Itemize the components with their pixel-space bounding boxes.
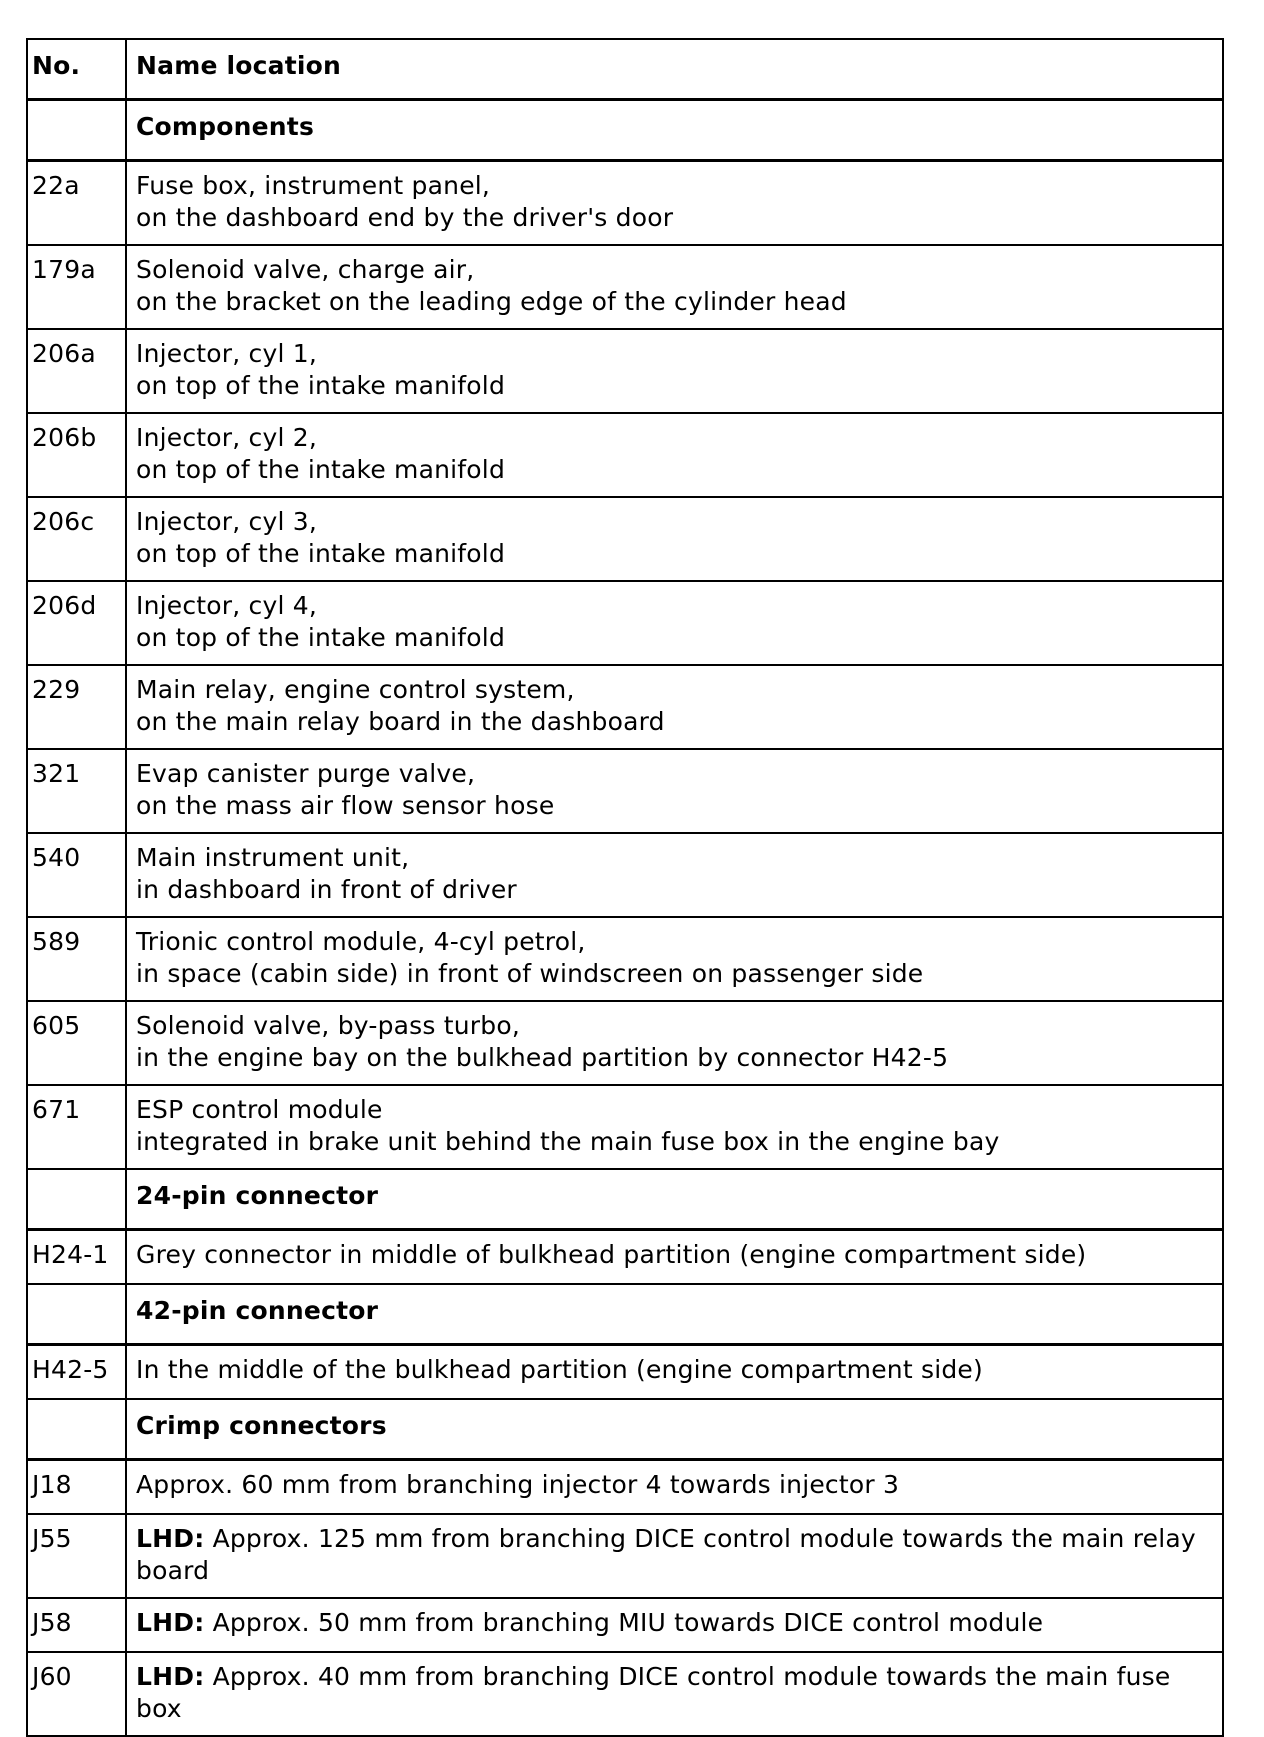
item-location [126, 1598, 1223, 1652]
item-location [126, 497, 1223, 581]
location-text: Approx. 125 mm from branching DICE control module towards the main relay board [136, 1524, 1196, 1585]
item-number: 206d [27, 581, 126, 665]
item-location [126, 413, 1223, 497]
table-row [27, 1514, 1223, 1598]
section-row [27, 1284, 1223, 1345]
item-name-line: Grey connector in middle of bulkhead partition (engine compartment side) [136, 1240, 1087, 1269]
item-number: 22a [27, 161, 126, 246]
item-location-line: in dashboard in front of driver [136, 875, 517, 904]
item-location [126, 1514, 1223, 1598]
item-number: 206a [27, 329, 126, 413]
section-no-cell [27, 100, 126, 161]
item-name-line: Solenoid valve, by-pass turbo, [136, 1011, 520, 1040]
section-title: 42-pin connector [126, 1284, 1223, 1345]
item-location [126, 245, 1223, 329]
item-location [126, 749, 1223, 833]
location-text: Approx. 50 mm from branching MIU towards DICE control module [212, 1608, 1044, 1637]
item-location-line: on top of the intake manifold [136, 371, 506, 400]
table-row [27, 1652, 1223, 1736]
table-row [27, 497, 1223, 581]
table-header-row [27, 39, 1223, 100]
item-number: 229 [27, 665, 126, 749]
item-location-line: on the main relay board in the dashboard [136, 707, 665, 736]
table-row [27, 917, 1223, 1001]
lhd-prefix: LHD: [136, 1662, 205, 1691]
item-name-line: Evap canister purge valve, [136, 759, 476, 788]
item-location-line: on the dashboard end by the driver's door [136, 203, 674, 232]
section-title: 24-pin connector [126, 1169, 1223, 1230]
item-number: H24-1 [27, 1230, 126, 1285]
table-row [27, 665, 1223, 749]
table-row [27, 1085, 1223, 1169]
item-location [126, 161, 1223, 246]
item-name-line: Injector, cyl 3, [136, 507, 318, 536]
item-number: J58 [27, 1598, 126, 1652]
item-name-line: Solenoid valve, charge air, [136, 255, 475, 284]
table-row [27, 245, 1223, 329]
item-name-line: Injector, cyl 4, [136, 591, 318, 620]
item-location [126, 1652, 1223, 1736]
header-name-location: Name location [126, 39, 1223, 100]
item-location [126, 1085, 1223, 1169]
section-no-cell [27, 1284, 126, 1345]
item-location-line: on the mass air flow sensor hose [136, 791, 555, 820]
item-name-line: Approx. 60 mm from branching injector 4 towards injector 3 [136, 1470, 900, 1499]
table-row [27, 833, 1223, 917]
item-number: 179a [27, 245, 126, 329]
section-no-cell [27, 1399, 126, 1460]
table-row [27, 329, 1223, 413]
item-number: J60 [27, 1652, 126, 1736]
item-number: 540 [27, 833, 126, 917]
section-row [27, 1169, 1223, 1230]
item-name-line: ESP control module [136, 1095, 383, 1124]
lhd-prefix: LHD: [136, 1608, 205, 1637]
table-row [27, 749, 1223, 833]
item-location-line: on the bracket on the leading edge of the cylinder head [136, 287, 847, 316]
item-number: 671 [27, 1085, 126, 1169]
table-row [27, 1460, 1223, 1515]
header-no: No. [27, 39, 126, 100]
item-location-line: on top of the intake manifold [136, 539, 506, 568]
table-row [27, 413, 1223, 497]
item-number: J18 [27, 1460, 126, 1515]
item-location [126, 665, 1223, 749]
item-number: 206b [27, 413, 126, 497]
item-location-line: integrated in brake unit behind the main fuse box in the engine bay [136, 1127, 1000, 1156]
table-row [27, 161, 1223, 246]
item-location [126, 329, 1223, 413]
item-location [126, 1230, 1223, 1285]
item-name-line: Injector, cyl 2, [136, 423, 318, 452]
item-location [126, 833, 1223, 917]
location-text: Approx. 40 mm from branching DICE control module towards the main fuse box [136, 1662, 1171, 1723]
item-name-line: Injector, cyl 1, [136, 339, 318, 368]
item-location-line: in space (cabin side) in front of windscreen on passenger side [136, 959, 924, 988]
item-name-line: Main relay, engine control system, [136, 675, 575, 704]
item-location [126, 1460, 1223, 1515]
section-row [27, 100, 1223, 161]
section-no-cell [27, 1169, 126, 1230]
item-number: J55 [27, 1514, 126, 1598]
section-title: Components [126, 100, 1223, 161]
item-location-line: in the engine bay on the bulkhead partition by connector H42-5 [136, 1043, 949, 1072]
item-location [126, 917, 1223, 1001]
table-row [27, 1230, 1223, 1285]
item-number: H42-5 [27, 1345, 126, 1400]
item-location [126, 1345, 1223, 1400]
item-number: 321 [27, 749, 126, 833]
table-row [27, 581, 1223, 665]
item-location [126, 581, 1223, 665]
item-number: 605 [27, 1001, 126, 1085]
item-number: 589 [27, 917, 126, 1001]
lhd-prefix: LHD: [136, 1524, 205, 1553]
item-location [126, 1001, 1223, 1085]
item-location-line: on top of the intake manifold [136, 623, 506, 652]
item-name-line: Fuse box, instrument panel, [136, 171, 491, 200]
table-row [27, 1345, 1223, 1400]
item-name-line: Trionic control module, 4-cyl petrol, [136, 927, 586, 956]
item-number: 206c [27, 497, 126, 581]
table-row [27, 1001, 1223, 1085]
item-location-line: on top of the intake manifold [136, 455, 506, 484]
location-table [26, 38, 1224, 1737]
table-row [27, 1598, 1223, 1652]
section-title: Crimp connectors [126, 1399, 1223, 1460]
section-row [27, 1399, 1223, 1460]
item-name-line: Main instrument unit, [136, 843, 410, 872]
item-name-line: In the middle of the bulkhead partition (engine compartment side) [136, 1355, 983, 1384]
